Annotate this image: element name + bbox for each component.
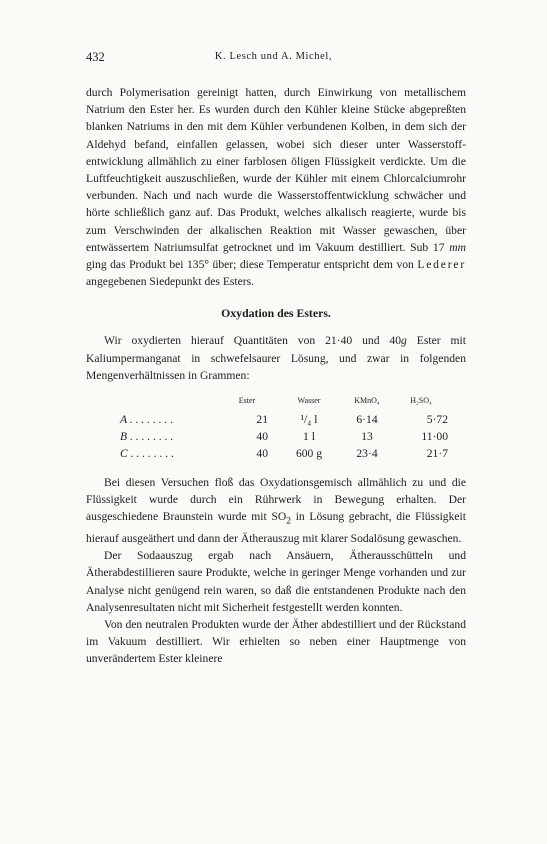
text-run: angegebenen Siedepunkt des Esters. bbox=[86, 275, 255, 289]
table-header-row bbox=[120, 396, 448, 411]
column-header: KMnO₄ bbox=[354, 396, 380, 406]
table-corner bbox=[120, 396, 216, 411]
body-text bbox=[86, 84, 466, 668]
paragraph bbox=[86, 332, 466, 384]
text-run: durch Polymerisation gereinigt hatten, durch Einwirkung von metallischem Natrium den Ester her. Es wurden durch den Kühler kleine Stücke abgepreßten blanken Natriums in den mit dem Kühler verbundenen Kolben, in dem sich der Aldehyd befand, einfallen gelassen, wobei sich dieser unter Wasserstoffentwicklung allmählich zu einer farblosen öligen Flüssigkeit verdickte. Um die Luftfeuchtigkeit auszuschließen, wurde der Kühler mit einem Chlorcalciumrohr verbunden. Nach und nach wurde die Wasserstoffentwicklung schwächer und hörte schließlich ganz auf. Das Produkt, welches alkalisch reagierte, wurde bis zum Verschwinden der alkalischen Reaktion mit Wasser gewaschen, über entwässertem Natriumsulfat getrocknet und im Vakuum destilliert. Sub 17 bbox=[86, 86, 466, 254]
row-label: B . . . . . . . . bbox=[120, 430, 174, 444]
table-cell: ¹/₄ l bbox=[300, 413, 318, 427]
page-number: 432 bbox=[86, 50, 105, 64]
row-label: C . . . . . . . . bbox=[120, 447, 175, 461]
column-header: H₂SO₄ bbox=[410, 396, 432, 406]
table-cell: 1 l bbox=[303, 430, 315, 444]
table-cell: 21 bbox=[256, 413, 268, 427]
table-cell: 5·72 bbox=[426, 413, 448, 427]
table-cell: 23·4 bbox=[356, 447, 378, 461]
subscript: 2 bbox=[286, 515, 292, 527]
author-name: Lederer bbox=[417, 258, 466, 272]
column-header: Ester bbox=[238, 396, 256, 406]
paragraph: Von den neutralen Produkten wurde der Äther abdestilliert und der Rückstand im Vakuum destilliert. Wir erhielten so neben einer Hauptmenge von unverändertem Ester kleinere bbox=[86, 617, 466, 666]
page-header bbox=[86, 50, 461, 68]
section-heading: Oxydation des Esters. bbox=[221, 306, 331, 321]
table-cell: 40 bbox=[256, 430, 268, 444]
text-run: in Lösung gebracht, die Flüssigkeit hierauf ausgeäthert und dann der Ätherauszug mit klarer Sodalösung gewaschen. bbox=[86, 510, 466, 545]
paragraph bbox=[86, 474, 466, 547]
running-head: K. Lesch und A. Michel, bbox=[214, 51, 333, 62]
table-cell: 21·7 bbox=[426, 447, 448, 461]
unit-text: mm bbox=[449, 240, 466, 254]
text-run: Bei diesen Versuchen floß das Oxydationsgemisch allmählich zu und die Flüssigkeit wurde durch ein Rührwerk in Bewegung erhalten. Der ausgeschiedene Braunstein wurde mit SO bbox=[86, 476, 466, 524]
table-cell: 600 g bbox=[295, 447, 323, 461]
text-run: Wir oxydierten hierauf Quantitäten von 21·40 und 40 bbox=[104, 334, 402, 348]
table-cell: 40 bbox=[256, 447, 268, 461]
table-cell: 6·14 bbox=[356, 413, 378, 427]
column-header: Wasser bbox=[297, 396, 321, 406]
text-run: ging das Produkt bei 135° über; diese Temperatur entspricht dem von bbox=[86, 258, 418, 272]
paragraph bbox=[86, 84, 466, 290]
table-row bbox=[120, 411, 448, 428]
table-cell: 11·00 bbox=[421, 430, 448, 444]
paragraph: Der Sodaauszug ergab nach Ansäuern, Ätherausschütteln und Ätherabdestillieren saure Produkte, welche in geringer Menge vorhanden und zur Analyse nicht genügend rein waren, so daß die entstandenen Produkte nach den Analysenresultaten nicht mit Sicherheit festgestellt werden konnten. bbox=[86, 549, 466, 614]
row-label: A . . . . . . . . bbox=[120, 413, 174, 427]
table-row bbox=[120, 445, 448, 462]
quantities-table bbox=[120, 396, 448, 462]
text-run: Ester mit Kaliumpermanganat in schwefelsaurer Lösung, und zwar in folgenden Mengenverhältnissen in Grammen: bbox=[86, 334, 466, 382]
unit-text: g bbox=[401, 334, 407, 348]
table-row bbox=[120, 428, 448, 445]
table-cell: 13 bbox=[361, 430, 373, 444]
